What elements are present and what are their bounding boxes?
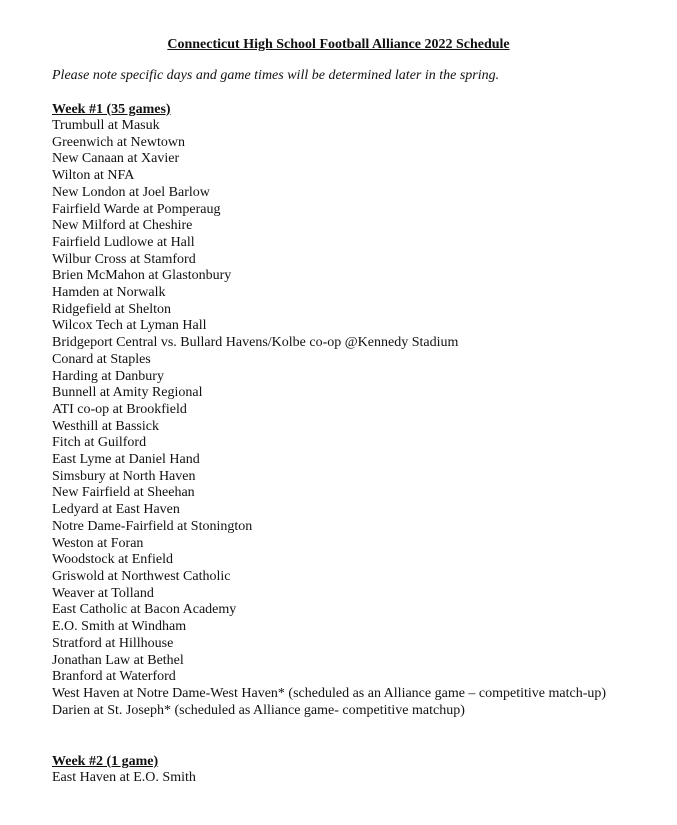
game-item: Fitch at Guilford bbox=[52, 435, 147, 451]
game-item: Stratford at Hillhouse bbox=[52, 635, 174, 651]
game-item: Wilcox Tech at Lyman Hall bbox=[52, 318, 207, 334]
game-item: Bunnell at Amity Regional bbox=[52, 385, 203, 401]
game-item: Woodstock at Enfield bbox=[52, 552, 173, 568]
game-item: Fairfield Ludlowe at Hall bbox=[52, 234, 195, 250]
game-item: New Milford at Cheshire bbox=[52, 218, 193, 234]
game-item: Conard at Staples bbox=[52, 351, 151, 367]
game-item: East Haven at E.O. Smith bbox=[52, 770, 196, 785]
game-item: Weaver at Tolland bbox=[52, 585, 154, 601]
schedule-note: Please note specific days and game times will be determined later in the spring. bbox=[52, 68, 500, 83]
game-item: Wilton at NFA bbox=[52, 168, 135, 184]
game-item: East Catholic at Bacon Academy bbox=[52, 602, 237, 618]
game-item: Ridgefield at Shelton bbox=[52, 301, 171, 317]
game-item: New Fairfield at Sheehan bbox=[52, 485, 195, 501]
game-item: Bridgeport Central vs. Bullard Havens/Kolbe co-op @Kennedy Stadium bbox=[52, 335, 459, 351]
game-item: Weston at Foran bbox=[52, 535, 144, 551]
game-item: New Canaan at Xavier bbox=[52, 151, 180, 167]
week-2-section bbox=[52, 754, 642, 787]
document-title: Connecticut High School Football Alliance 2022 Schedule bbox=[167, 37, 510, 52]
game-item: Branford at Waterford bbox=[52, 669, 176, 685]
game-item: Hamden at Norwalk bbox=[52, 285, 166, 301]
week-2-game-list bbox=[52, 770, 642, 787]
game-item: Griswold at Northwest Catholic bbox=[52, 568, 231, 584]
week-1-section bbox=[52, 102, 642, 719]
game-item: Harding at Danbury bbox=[52, 368, 164, 384]
game-item: Trumbull at Masuk bbox=[52, 118, 160, 133]
game-item: Greenwich at Newtown bbox=[52, 134, 185, 150]
week-2-heading: Week #2 (1 game) bbox=[52, 754, 159, 769]
game-item: West Haven at Notre Dame-West Haven* (scheduled as an Alliance game – competitive match-up) bbox=[52, 685, 607, 701]
game-item: East Lyme at Daniel Hand bbox=[52, 452, 200, 468]
game-item: Brien McMahon at Glastonbury bbox=[52, 268, 232, 284]
game-item: New London at Joel Barlow bbox=[52, 184, 210, 200]
game-item: Simsbury at North Haven bbox=[52, 468, 196, 484]
game-item: Darien at St. Joseph* (scheduled as Alliance game- competitive matchup) bbox=[52, 702, 465, 718]
game-item: Westhill at Bassick bbox=[52, 418, 159, 434]
game-item: Ledyard at East Haven bbox=[52, 502, 180, 518]
game-item: Wilbur Cross at Stamford bbox=[52, 251, 196, 267]
week-1-heading: Week #1 (35 games) bbox=[52, 102, 171, 117]
game-item: ATI co-op at Brookfield bbox=[52, 401, 187, 417]
week-1-game-list bbox=[52, 118, 642, 719]
game-item: Notre Dame-Fairfield at Stonington bbox=[52, 518, 253, 534]
game-item: Jonathan Law at Bethel bbox=[52, 652, 184, 668]
game-item: E.O. Smith at Windham bbox=[52, 619, 187, 635]
game-item: Fairfield Warde at Pomperaug bbox=[52, 201, 221, 217]
